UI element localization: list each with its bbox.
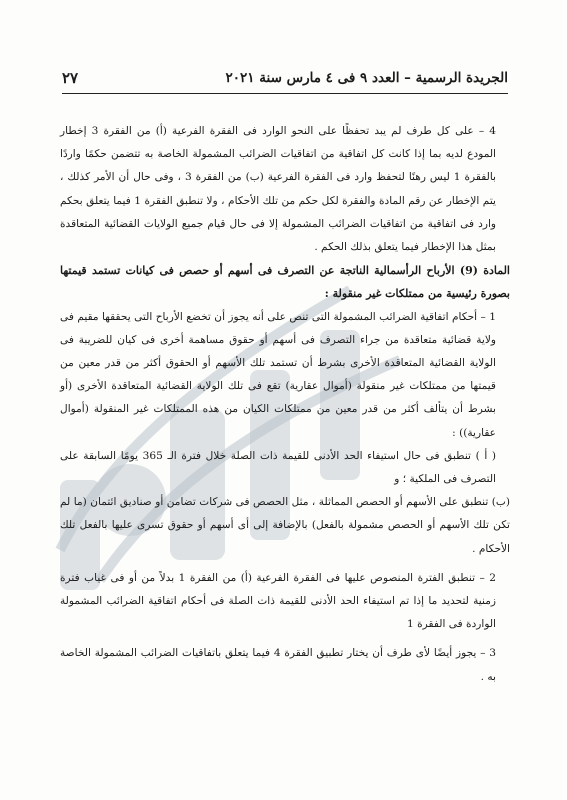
article-9-paragraph-2: 2 – تنطبق الفترة المنصوص عليها فى الفقرة الفرعية (أ) من الفقرة 1 بدلاً من أو فى غياب فترة زمنية لتحديد ما إذا تم استيفاء الحد الأدنى للقيمة ذات الصلة فى أحكام اتفاقية الضرائب المشمولة الواردة فى الفقرة 1 bbox=[60, 571, 496, 631]
gazette-title: الجريدة الرسمية – العدد ٩ فى ٤ مارس سنة ٢٠٢١ bbox=[225, 70, 508, 86]
page-header bbox=[62, 60, 508, 94]
article-9-paragraph-1: 1 – أحكام اتفاقية الضرائب المشمولة التى تنص على أنه يجوز أن تخضع الأرباح التى يحققها مقيم فى ولاية قضائية متعاقدة من جراء التصرف فى أسهم أو حقوق مساهمة أخرى فى كيان للضريبة فى الولاية القضائية المتعاقدة الأخرى بشرط أن تستمد تلك الأسهم أو الحقوق أكثر من قدر معين من قيمتها من ممتلكات غير منقولة (أموال عقارية) تقع فى تلك الولاية القضائية المتعاقدة الأخرى (أو بشرط أن يتألف أكثر من قدر معين من ممتلكات الكيان من هذه الممتلكات غير المنقولة (أموال عقارية)) : bbox=[60, 310, 496, 439]
article-9-title: المادة (9) الأرباح الرأسمالية الناتجة عن التصرف فى أسهم أو حصص فى كيانات تستمد قيمتها بصورة رئيسية من ممتلكات غير منقولة : bbox=[60, 264, 510, 301]
paragraph-4: 4 – على كل طرف لم يبد تحفظًا على النحو الوارد فى الفقرة الفرعية (أ) من الفقرة 3 إخطار المودع لديه بما إذا كانت كل اتفاقية من اتفاقيات الضرائب المشمولة الخاصة به تتضمن حكمًا واردًا بالفقرة 1 ليس رهنًا لتحفظ وارد فى الفقرة الفرعية (ب) من الفقرة 3 ، وفى حال أن الأمر كذلك ، يتم الإخطار عن رقم المادة والفقرة لكل حكم من تلك الأحكام ، ولا تنطبق الفقرة 1 فيما يتعلق بحكم وارد فى اتفاقية من اتفاقيات الضرائب المشمولة إلا فى حال قيام جميع الولايات القضائية المتعاقدة بمثل هذا الإخطار فيما يتعلق بذلك الحكم . bbox=[60, 125, 496, 254]
item-a: ( أ ) تنطبق فى حال استيفاء الحد الأدنى للقيمة ذات الصلة خلال فترة الـ 365 يومًا السابقة على التصرف فى الملكية ؛ و bbox=[60, 449, 497, 486]
page-number: ٢٧ bbox=[62, 69, 79, 87]
article-9-paragraph-3: 3 – يجوز أيضًا لأى طرف أن يختار تطبيق الفقرة 4 فيما يتعلق باتفاقيات الضرائب المشمولة الخاصة به . bbox=[60, 647, 497, 683]
header-divider bbox=[62, 93, 508, 94]
document-body bbox=[60, 120, 510, 689]
item-b: (ب) تنطبق على الأسهم أو الحصص المماثلة ، مثل الحصص فى شركات تضامن أو صناديق ائتمان (ما لم تكن تلك الأسهم أو الحصص مشمولة بالفعل) بالإضافة إلى أى أسهم أو حقوق تسرى عليها بالفعل تلك الأحكام . bbox=[60, 496, 510, 555]
